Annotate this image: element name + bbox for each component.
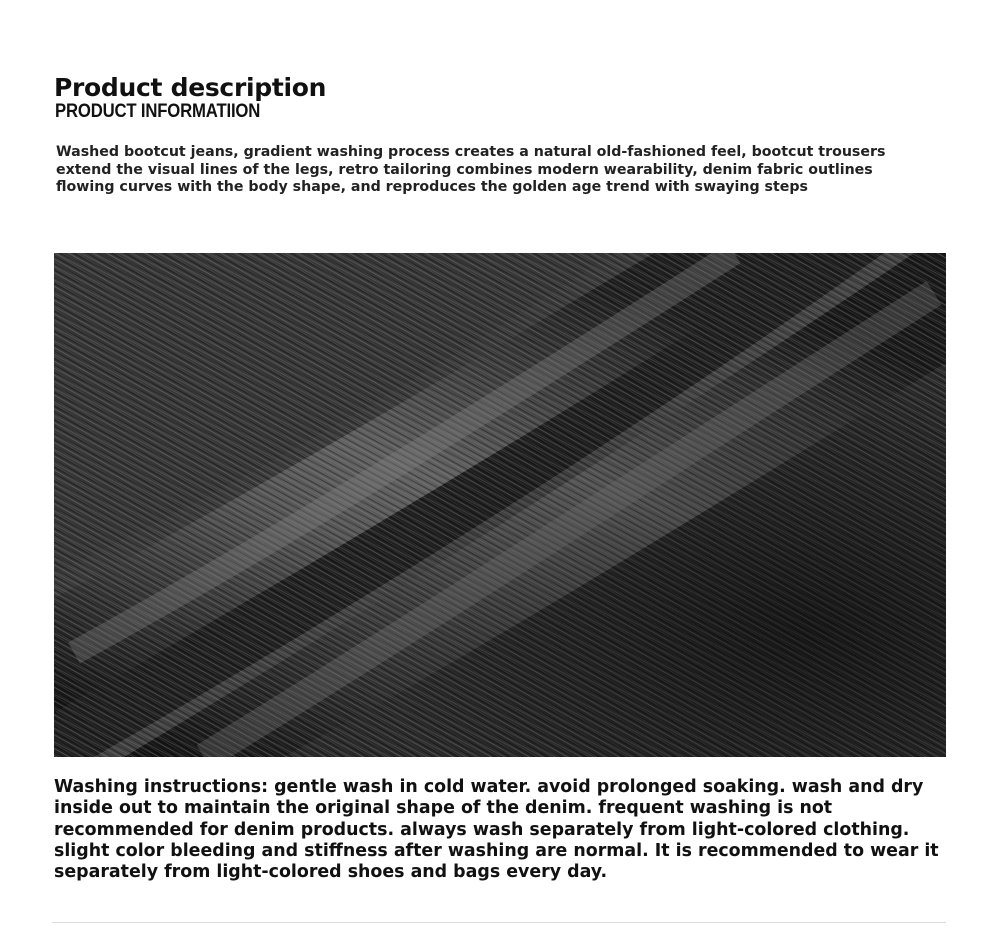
product-description: Washed bootcut jeans, gradient washing process creates a natural old-fashioned feel, bootcut trousers extend the visual lines of the legs, retro tailoring combines modern wearability, denim fabric outlines flowing curves with the body shape, and reproduces the golden age trend with swaying steps	[56, 144, 886, 195]
washing-instructions: Washing instructions: gentle wash in cold water. avoid prolonged soaking. wash and dry inside out to maintain the original shape of the denim. frequent washing is not recommended for denim products. always wash separately from light-colored clothing. slight color bleeding and stiffness after washing are normal. It is recommended to wear it separately from light-colored shoes and bags every day.	[54, 777, 939, 883]
divider	[52, 922, 946, 923]
page-title: Product description	[54, 73, 327, 102]
denim-fabric-photo	[54, 253, 946, 757]
page-subtitle: PRODUCT INFORMATIION	[55, 101, 261, 122]
